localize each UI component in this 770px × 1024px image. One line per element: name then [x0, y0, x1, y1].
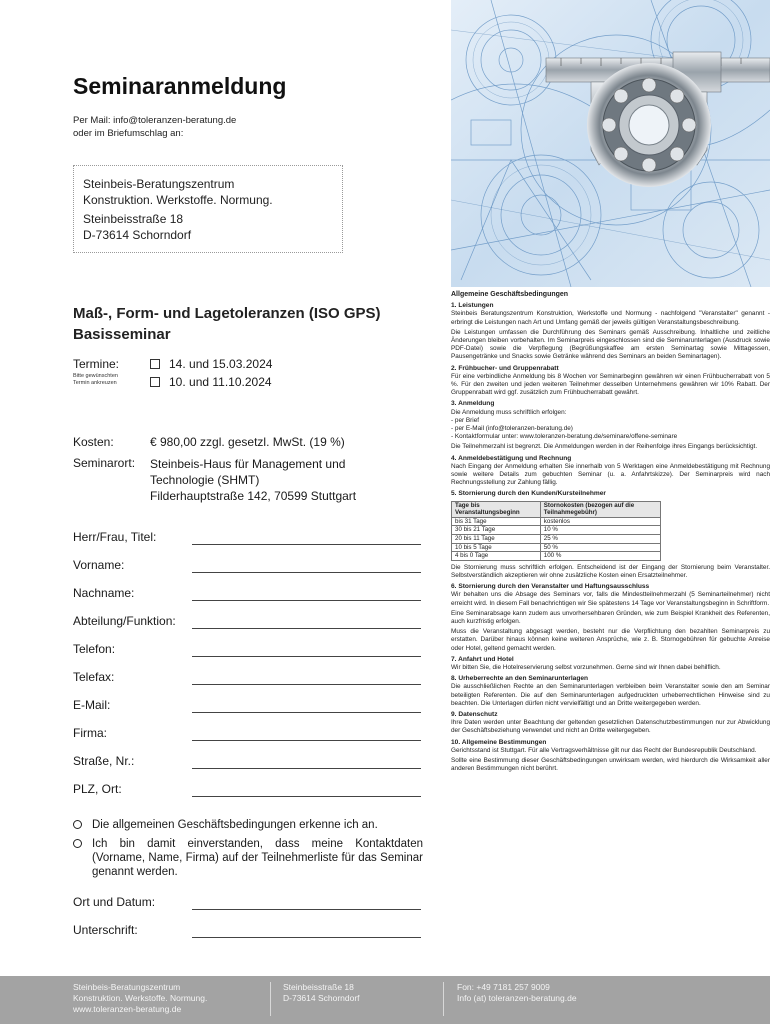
consent-agb-radio[interactable]	[73, 820, 82, 829]
agb-paragraph: Die Stornierung muss schriftlich erfolgen. Entscheidend ist der Eingang der Stornierung beim Veranstalter. Selbstverständlich akzeptieren wir ohne zusätzliche Kosten einen Ersatzteilnehmer.	[451, 563, 770, 580]
agb-heading: 3. Anmeldung	[451, 400, 495, 408]
hero-image	[451, 0, 770, 287]
date-label: 14. und 15.03.2024	[169, 357, 273, 371]
field-label-nachname: Nachname:	[73, 586, 135, 600]
footer-line: D-73614 Schorndorf	[283, 993, 360, 1003]
seminarort-line: Technologie (SHMT)	[150, 473, 260, 487]
field-label-firma: Firma:	[73, 726, 107, 740]
date-checkbox-2[interactable]	[150, 377, 160, 387]
termine-note-line: Bitte gewünschten	[73, 373, 118, 379]
date-checkbox-1[interactable]	[150, 359, 160, 369]
termine-label: Termine:	[73, 357, 120, 371]
table-row	[452, 552, 661, 561]
agb-heading: 2. Frühbucher- und Gruppenrabatt	[451, 364, 559, 372]
agb-title: Allgemeine Geschäftsbedingungen	[451, 291, 569, 298]
agb-heading: 7. Anfahrt und Hotel	[451, 655, 514, 663]
firma-input-line[interactable]	[192, 740, 421, 741]
field-label-email: E-Mail:	[73, 698, 111, 712]
agb-paragraph: Wir bitten Sie, die Hotelreservierung selbst vorzunehmen. Gerne sind wir Ihnen dabei behilflich.	[451, 664, 721, 672]
table-cell: 100 %	[540, 552, 660, 561]
agb-paragraph: Für eine verbindliche Anmeldung bis 8 Wochen vor Seminarbeginn gewähren wir einen Frühbucherrabatt von 5 %. Für den zweiten und jeden weiteren Teilnehmer desselben Unternehmens gewähren wir 10% Rabatt. Der Gruppenrabatt wird ggf. zusätzlich zum Frühbucherrabatt gewährt.	[451, 372, 770, 397]
telefax-input-line[interactable]	[192, 684, 421, 685]
footer-company	[73, 982, 207, 1015]
table-cell: bis 31 Tage	[452, 517, 541, 526]
field-label-vorname: Vorname:	[73, 558, 125, 572]
address-line: Steinbeisstraße 18	[83, 212, 184, 226]
agb-paragraph: Muss die Veranstaltung abgesagt werden, besteht nur die Verpflichtung den bezahlten Seminarpreis zu erstatten. Darüber hinaus können keine weiteren Ansprüche, wie z. B. Stornogebühren für gebuchte Anreise oder Hotel, geltend gemacht werden.	[451, 628, 770, 652]
agb-heading: 9. Datenschutz	[451, 711, 498, 719]
field-label-abteilung: Abteilung/Funktion:	[73, 614, 176, 628]
telefon-input-line[interactable]	[192, 656, 421, 657]
footer-divider	[443, 982, 444, 1016]
footer-link[interactable]: www.toleranzen-beratung.de	[73, 1004, 182, 1014]
agb-paragraph: Ihre Daten werden unter Beachtung der geltenden gesetzlichen Datenschutzbestimmungen nur zur Abwicklung der Geschäftsbeziehung verwendet und nicht an Dritte weitergegeben.	[451, 719, 770, 735]
email-input-line[interactable]	[192, 712, 421, 713]
field-label-anrede: Herr/Frau, Titel:	[73, 530, 157, 544]
mail-line: Per Mail: info@toleranzen-beratung.de	[73, 115, 237, 126]
abteilung-input-line[interactable]	[192, 628, 421, 629]
agb-heading: 8. Urheberrechte an den Seminarunterlagen	[451, 675, 589, 683]
table-cell: 50 %	[540, 543, 660, 552]
agb-list-item: - per Brief	[451, 416, 480, 424]
table-header-row	[452, 501, 661, 517]
agb-paragraph: Steinbeis Beratungszentrum Konstruktion, Werkstoffe und Normung - nachfolgend "Veranstalter" genannt - erbringt die Leistungen nach Art und Umfang gemäß der jeweils gültigen Veranstaltungsbeschreibung.	[451, 310, 770, 326]
nachname-input-line[interactable]	[192, 600, 421, 601]
table-cell: 4 bis 0 Tage	[452, 552, 541, 561]
agb-section	[451, 291, 770, 776]
agb-paragraph: Die Leistungen umfassen die Durchführung des Seminars gemäß Ausschreibung. Inhaltliche und zeitliche Änderungen bleiben vorbehalten. Im Seminarpreis eingeschlossen sind die Seminarunterlagen (Ausdruck sowie PDF-Datei) sowie die Verpflegung (Begrüßungskaffee am ersten Seminartag sowie Mittagessen, Pausengetränke und Snacks sowie Getränke während des Seminars an beiden Seminartagen).	[451, 328, 770, 361]
table-cell: 30 bis 21 Tage	[452, 526, 541, 535]
seminarort-line: Filderhauptstraße 142, 70599 Stuttgart	[150, 489, 357, 503]
field-label-telefon: Telefon:	[73, 642, 116, 656]
table-cell: 10 %	[540, 526, 660, 535]
agb-paragraph: Gerichtsstand ist Stuttgart. Für alle Vertragsverhältnisse gilt nur das Recht der Bundesrepublik Deutschland.	[451, 746, 757, 754]
kosten-value: € 980,00 zzgl. gesetzl. MwSt. (19 %)	[150, 435, 345, 449]
seminar-title	[73, 303, 381, 345]
table-cell: 20 bis 11 Tage	[452, 535, 541, 544]
field-label-unterschrift: Unterschrift:	[73, 923, 138, 937]
date-option-1[interactable]	[150, 357, 272, 371]
address-line: Konstruktion. Werkstoffe. Normung.	[83, 193, 273, 207]
table-header-cell: Tage bis Veranstaltungsbeginn	[452, 501, 541, 517]
seminar-subtitle: Basisseminar	[73, 326, 171, 343]
field-label-plz-ort: PLZ, Ort:	[73, 782, 122, 796]
table-row	[452, 535, 661, 544]
footer-divider	[270, 982, 271, 1016]
unterschrift-input-line[interactable]	[192, 937, 421, 938]
anrede-input-line[interactable]	[192, 544, 421, 545]
agb-heading: 10. Allgemeine Bestimmungen	[451, 738, 547, 746]
consent-agb[interactable]	[73, 818, 423, 832]
agb-paragraph: Die Anmeldung muss schriftlich erfolgen:	[451, 408, 567, 416]
termine-note	[73, 373, 118, 387]
table-cell: kostenlos	[540, 517, 660, 526]
footer-line: Steinbeisstraße 18	[283, 982, 354, 992]
mail-instructions	[73, 114, 236, 140]
agb-list-item: - per E-Mail (info@toleranzen-beratung.de)	[451, 425, 573, 433]
page-footer	[0, 976, 770, 1024]
consent-contact-data[interactable]	[73, 837, 423, 879]
agb-heading: 6. Stornierung durch den Veranstalter und Haftungsausschluss	[451, 583, 650, 591]
consent-contact-radio[interactable]	[73, 839, 82, 848]
date-option-2[interactable]	[150, 375, 272, 389]
field-label-strasse: Straße, Nr.:	[73, 754, 135, 768]
agb-heading: 1. Leistungen	[451, 302, 494, 310]
vorname-input-line[interactable]	[192, 572, 421, 573]
agb-paragraph: Nach Eingang der Anmeldung erhalten Sie innerhalb von 5 Werktagen eine Anmeldebestätigung mit Rechnung sowie weitere Details zum gebuchten Seminar (u. a. Anfahrtskizze). Der Seminarpreis wird nach Rechnungsstellung zur Zahlung fällig.	[451, 462, 770, 487]
seminar-title-line: Maß-, Form- und Lagetoleranzen (ISO GPS)	[73, 305, 381, 322]
footer-phone[interactable]: Fon: +49 7181 257 9009	[457, 982, 550, 992]
agb-paragraph: Wir behalten uns die Absage des Seminars vor, falls die Mindestteilnehmerzahl (5 Seminarteilnehmer) nicht erreicht wird. In diesem Fall benachrichtigen wir Sie spätestens 14 Tage vor Veranstaltungsbeginn in Schriftform.	[451, 591, 770, 607]
agb-list-item: - Kontaktformular unter: www.toleranzen-beratung.de/seminare/offene-seminare	[451, 433, 678, 441]
address-line: D-73614 Schorndorf	[83, 228, 192, 242]
address-line: Steinbeis-Beratungszentrum	[83, 177, 235, 191]
storno-table	[451, 501, 661, 561]
field-label-ort-datum: Ort und Datum:	[73, 895, 156, 909]
footer-line: Steinbeis-Beratungszentrum	[73, 982, 181, 992]
consent-contact-text: Ich bin damit einverstanden, dass meine Kontaktdaten (Vorname, Name, Firma) auf der Teilnehmerliste für das Seminar genannt werden.	[92, 838, 423, 878]
kosten-label: Kosten:	[73, 435, 114, 449]
table-header-cell: Stornokosten (bezogen auf die Teilnahmegebühr)	[540, 501, 660, 517]
strasse-input-line[interactable]	[192, 768, 421, 769]
footer-email[interactable]: Info (at) toleranzen-beratung.de	[457, 993, 577, 1003]
consent-agb-text: Die allgemeinen Geschäftsbedingungen erkenne ich an.	[92, 819, 378, 831]
ort-datum-input-line[interactable]	[192, 909, 421, 910]
agb-paragraph: Die Teilnehmerzahl ist begrenzt. Die Anmeldungen werden in der Reihenfolge ihres Eingangs berücksichtigt.	[451, 443, 758, 451]
envelope-line: oder im Briefumschlag an:	[73, 128, 184, 139]
agb-paragraph: Eine Seminarabsage kann zudem aus unvorhersehbaren Gründen, wie zum Beispiel Krankheit des Referenten, auch kurzfristig erfolgen.	[451, 609, 770, 626]
agb-paragraph: Sollte eine Bestimmung dieser Geschäftsbedingungen unwirksam werden, wird hierdurch die Wirksamkeit aller anderen Bestimmungen nicht berührt.	[451, 757, 770, 773]
field-label-telefax: Telefax:	[73, 670, 115, 684]
table-cell: 25 %	[540, 535, 660, 544]
seminarort-line: Steinbeis-Haus für Management und	[150, 457, 346, 471]
table-row	[452, 526, 661, 535]
plz-ort-input-line[interactable]	[192, 796, 421, 797]
date-label: 10. und 11.10.2024	[169, 375, 272, 389]
footer-address	[283, 982, 360, 1004]
footer-contact	[457, 982, 577, 1004]
seminarort-value	[150, 456, 356, 504]
table-row	[452, 543, 661, 552]
agb-paragraph: Die ausschließlichen Rechte an den Seminarunterlagen verbleiben beim Veranstalter sowie den am Seminar beteiligten Referenten. Die auf den Seminarunterlagen aufgedruckten urheberrechtlichen Hinweise sind zu beachten. Die Unterlagen dürfen nicht vervielfältigt und an Dritte weitergegeben werden.	[451, 683, 770, 707]
address-box	[73, 165, 343, 253]
agb-heading: 4. Anmeldebestätigung und Rechnung	[451, 454, 572, 462]
page-title: Seminaranmeldung	[73, 73, 287, 99]
seminarort-label: Seminarort:	[73, 456, 136, 470]
agb-heading: 5. Stornierung durch den Kunden/Kursteilnehmer	[451, 490, 606, 498]
footer-line: Konstruktion. Werkstoffe. Normung.	[73, 993, 208, 1003]
table-row	[452, 517, 661, 526]
table-cell: 10 bis 5 Tage	[452, 543, 541, 552]
termine-note-line: Termin ankreuzen	[73, 380, 117, 386]
